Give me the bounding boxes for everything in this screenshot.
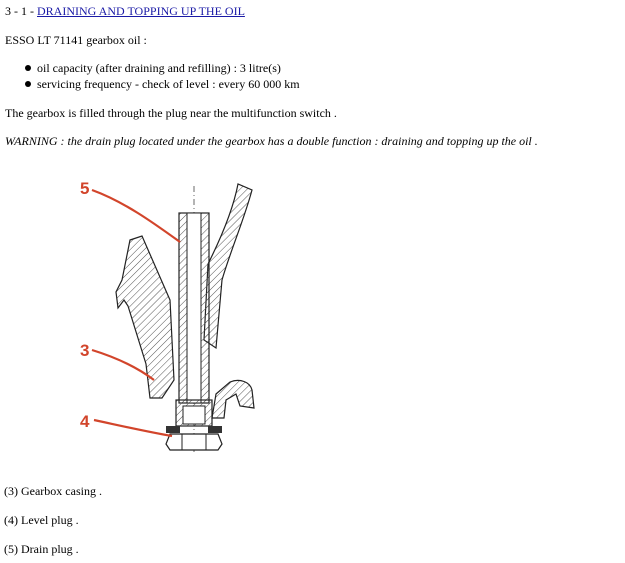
section-heading: [5, 4, 245, 18]
section-title-link[interactable]: DRAINING AND TOPPING UP THE OIL: [37, 4, 245, 18]
spec-oil-capacity: oil capacity (after draining and refilling) : 3 litre(s): [37, 61, 281, 75]
gearbox-plug-diagram: [70, 168, 260, 458]
casing-wall-right: [204, 184, 252, 348]
spec-list: [0, 60, 300, 92]
list-item: [0, 76, 300, 92]
seal-washer-left: [166, 426, 180, 433]
callout-5: 5: [80, 179, 90, 198]
seal-washer-right: [208, 426, 222, 433]
caption-drain-plug: (5) Drain plug .: [4, 542, 79, 556]
section-number: 3 - 1 -: [5, 4, 37, 18]
caption-gearbox-casing: (3) Gearbox casing .: [4, 484, 102, 498]
bullet-icon: [25, 65, 31, 71]
caption-level-plug: (4) Level plug .: [4, 513, 79, 527]
oil-spec-intro: ESSO LT 71141 gearbox oil :: [5, 33, 147, 47]
warning-note: WARNING : the drain plug located under the gearbox has a double function : draining and topping up the oil .: [5, 134, 538, 148]
level-plug-core: [183, 406, 205, 424]
callout-4: 4: [80, 412, 90, 431]
list-item: [0, 60, 300, 76]
casing-lug: [212, 380, 254, 418]
drain-plug-bore: [187, 213, 201, 403]
filling-note: The gearbox is filled through the plug near the multifunction switch .: [5, 106, 337, 120]
leader-line-5: [92, 190, 180, 242]
leader-line-4: [94, 420, 172, 436]
bullet-icon: [25, 81, 31, 87]
callout-3: 3: [80, 341, 90, 360]
spec-servicing-frequency: servicing frequency - check of level : every 60 000 km: [37, 77, 300, 91]
drain-plug-head: [166, 434, 222, 450]
